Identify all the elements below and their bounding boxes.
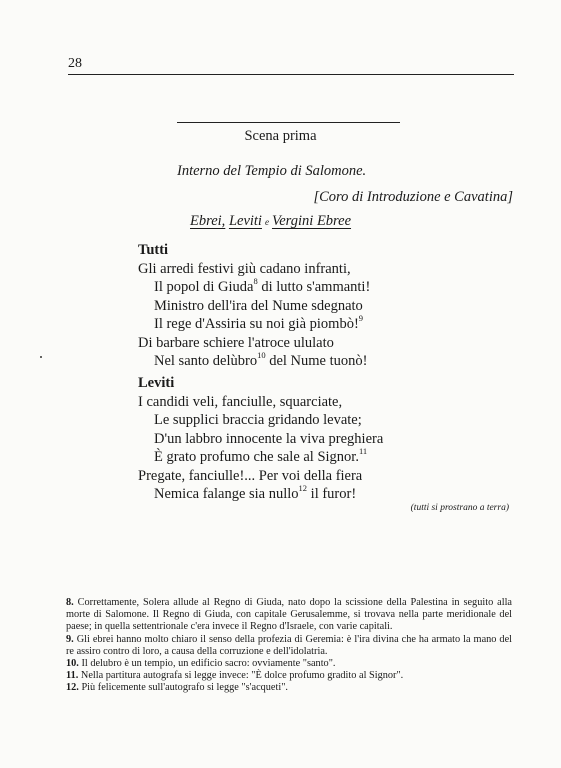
footnote-ref: 9 (358, 313, 364, 324)
verse-line: Nel santo delùbro$^{10}$ del Nume tuonò! (154, 350, 368, 369)
character-ebrei: Ebrei, (190, 213, 226, 229)
scan-mark (40, 356, 42, 358)
header-rule (68, 74, 514, 75)
stage-direction: (tutti si prostrano a terra) (410, 503, 509, 513)
verse-line: Di barbare schiere l'atroce ululato (138, 334, 334, 351)
scene-title: Scena prima (244, 128, 317, 144)
verse-line: Nemica falange sia nullo$^{12}$ il furor! (154, 483, 357, 502)
footnote-ref: 12 (298, 483, 308, 494)
footnote: 10. Il delubro è un tempio, un edificio sacro: ovviamente "santo". (66, 658, 336, 670)
musical-number-label: [Coro di Introduzione e Cavatina] (313, 189, 513, 205)
verse-line: Il popol di Giuda$^8$ di lutto s'ammanti! (154, 276, 371, 295)
speaker-tutti: Tutti (138, 242, 169, 258)
verse-line: Il rege d'Assiria su noi già piombò!$^9$ (154, 313, 364, 332)
character-conjunction: e (264, 217, 269, 227)
footnotes (66, 597, 512, 695)
character-list (190, 213, 351, 230)
character-leviti: Leviti (228, 213, 262, 229)
page-number: 28 (68, 56, 82, 71)
footnote-ref: 8 (253, 276, 258, 287)
scene-setting: Interno del Tempio di Salomone. (177, 163, 367, 179)
verse-line: I candidi veli, fanciulle, squarciate, (138, 393, 343, 410)
footnote: 11. Nella partitura autografa si legge invece: "È dolce profumo gradito al Signor". (66, 670, 404, 682)
verse-line: Gli arredi festivi giù cadano infranti, (138, 260, 351, 277)
scene-rule (177, 122, 400, 123)
footnote-ref: 10 (257, 350, 266, 361)
footnote-ref: 11 (358, 446, 368, 457)
speaker-leviti: Leviti (138, 375, 175, 391)
footnote: 9. Gli ebrei hanno molto chiaro il senso della profezia di Geremia: è l'ira divina che ha armato la mano del re assiro contro di loro, a causa della corruzione e dell'idolatria. (66, 633, 512, 657)
character-vergini: Vergini Ebree (271, 213, 352, 229)
verse-line: Pregate, fanciulle!... Per voi della fiera (138, 467, 363, 484)
leviti-verse-block (138, 374, 383, 504)
verse-line: Le supplici braccia gridando levate; (154, 412, 362, 428)
verse-line: D'un labbro innocente la viva preghiera (154, 430, 384, 447)
tutti-verse-block (138, 241, 370, 371)
footnote: 12. Più felicemente sull'autografo si legge "s'acqueti". (66, 682, 289, 694)
footnote: 8. Correttamente, Solera allude al Regno di Giuda, nato dopo la scissione della Palestina in seguito alla morte di Salomone. Il Regno di Giuda, con capitale Gerusalemme, si trovava nella parte meridionale del paese; in quella settentrionale c'era invece il Regno d'Israele, con varie capitali. (66, 597, 512, 633)
verse-line: Ministro dell'ira del Nume sdegnato (154, 297, 363, 314)
verse-line: È grato profumo che sale al Signor.$^{11}$ (154, 446, 368, 465)
